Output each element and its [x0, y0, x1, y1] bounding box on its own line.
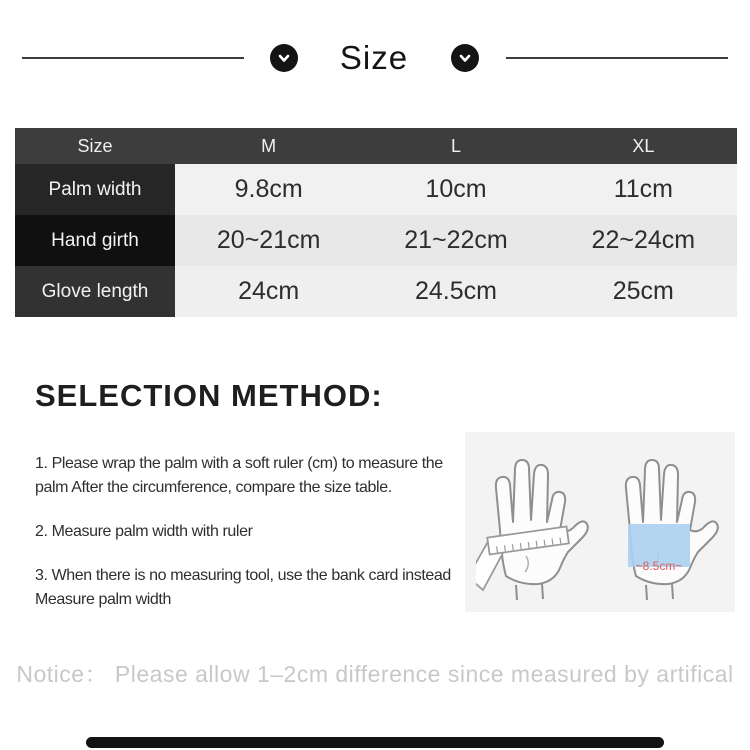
divider-line-left [22, 57, 244, 59]
col-header-size: Size [15, 128, 175, 164]
card-width-label: ~8.5cm~ [635, 559, 683, 573]
cell-value: 25cm [550, 266, 737, 317]
cell-value: 9.8cm [175, 164, 362, 215]
size-table [15, 128, 737, 317]
step-3: 3. When there is no measuring tool, use the bank card instead Measure palm width [35, 567, 451, 608]
hand-outline [496, 460, 588, 584]
table-row [15, 266, 737, 317]
col-header-m: M [175, 128, 362, 164]
cell-value: 10cm [362, 164, 549, 215]
table-row [15, 164, 737, 215]
size-section-header [0, 38, 750, 78]
chevron-down-icon [276, 50, 292, 66]
chevron-down-icon [457, 50, 473, 66]
step-1: 1. Please wrap the palm with a soft ruler (cm) to measure the palm After the circumference, compare the size table. [35, 455, 443, 496]
cell-value: 20~21cm [175, 215, 362, 266]
cell-value: 24cm [175, 266, 362, 317]
step-2: 2. Measure palm width with ruler [35, 523, 253, 540]
wrist-line [516, 585, 517, 600]
chevron-down-circle-icon [270, 44, 298, 72]
bottom-divider-bar [86, 737, 664, 748]
table-row [15, 215, 737, 266]
cell-value: 22~24cm [550, 215, 737, 266]
selection-method-steps [35, 452, 471, 632]
hand-with-ruler-illustration [476, 438, 594, 606]
measurement-illustration-panel [465, 432, 735, 612]
row-label-hand-girth: Hand girth [15, 215, 175, 266]
cell-value: 11cm [550, 164, 737, 215]
chevron-down-circle-icon [451, 44, 479, 72]
col-header-l: L [362, 128, 549, 164]
wrist-line [672, 584, 673, 599]
cell-value: 24.5cm [362, 266, 549, 317]
wrist-line [542, 584, 543, 599]
selection-method-heading: SELECTION METHOD: [35, 378, 383, 413]
notice-text: Notice： Please allow 1–2cm difference since measured by artifical [16, 661, 734, 687]
cell-value: 21~22cm [362, 215, 549, 266]
hand-with-card-illustration [606, 438, 724, 606]
wrist-line [646, 585, 647, 600]
divider-line-right [506, 57, 728, 59]
table-header-row [15, 128, 737, 164]
col-header-xl: XL [550, 128, 737, 164]
page-title: Size [339, 39, 409, 76]
row-label-palm-width: Palm width [15, 164, 175, 215]
row-label-glove-length: Glove length [15, 266, 175, 317]
